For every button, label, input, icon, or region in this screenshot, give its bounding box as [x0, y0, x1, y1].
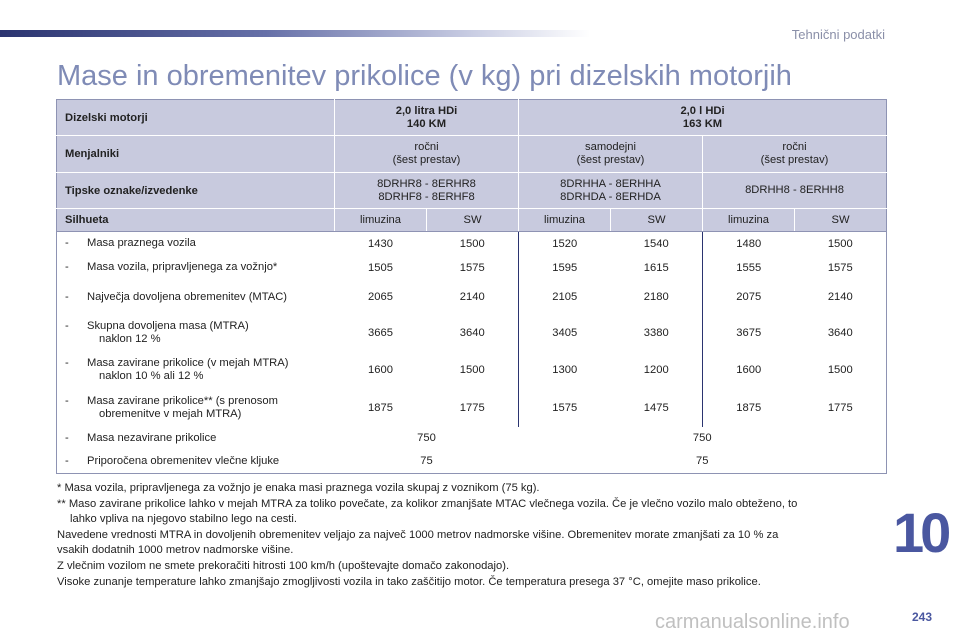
- silhouette-cell: SW: [611, 209, 703, 232]
- watermark: carmanualsonline.info: [655, 611, 850, 633]
- value-cell: 1505: [368, 261, 393, 274]
- value-cell: 1475: [643, 401, 669, 414]
- value-cell: 1575: [827, 261, 853, 274]
- type-2-line-2: 8DRHDA - 8ERHDA: [560, 190, 661, 203]
- value-cell: 3640: [459, 327, 485, 339]
- footnote: ** Maso zavirane prikolice lahko v mejah MTRA za toliko povečate, za kolikor zmanjšate MTAC vlečnega vozila. Če je vlečno vozilo malo obteženo, to: [57, 497, 798, 510]
- value-cell: 1430: [368, 237, 393, 250]
- type-2: [519, 173, 703, 209]
- table-row: [57, 315, 887, 352]
- gearbox-3-gears: (šest prestav): [760, 154, 829, 166]
- value-cell: 1500: [827, 364, 853, 376]
- value-cell: 1200: [643, 364, 669, 376]
- note-paragraph: Z vlečnim vozilom ne smete prekoračiti hitrosti 100 km/h (upoštevajte domačo zakonodajo).: [57, 559, 510, 572]
- engine-2-power: 163 KM: [682, 117, 723, 130]
- row-label-text: Masa zavirane prikolice** (s prenosom: [87, 394, 278, 407]
- value-cell: 1875: [368, 401, 393, 414]
- value-cell: 1775: [459, 401, 485, 414]
- dash: -: [65, 290, 69, 303]
- footnote: * Masa vozila, pripravljenega za vožnjo je enaka masi praznega vozila skupaj z voznikom (75 kg).: [57, 482, 540, 494]
- type-1-line-1: 8DRHR8 - 8ERHR8: [377, 177, 476, 190]
- type-1: [335, 173, 519, 209]
- gearbox-1: [335, 136, 519, 173]
- engine-2-name: 2,0 l HDi: [680, 104, 725, 117]
- row-label-text: Priporočena obremenitev vlečne kljuke: [87, 454, 280, 467]
- value-cell: 3665: [368, 327, 393, 339]
- dash: -: [65, 237, 69, 250]
- value-cell: 2065: [368, 291, 393, 303]
- gearbox-2-type: samodejni: [585, 141, 636, 153]
- page-number: 243: [912, 610, 933, 624]
- gearbox-label: Menjalniki: [57, 136, 335, 173]
- silhouette-row: [57, 209, 887, 232]
- row-label: [57, 256, 335, 280]
- row-label-text: naklon 12 %: [99, 333, 161, 345]
- engine-1-power: 140 KM: [406, 117, 447, 130]
- silhouette-label: Silhueta: [57, 209, 335, 232]
- type-3: 8DRHH8 - 8ERHH8: [703, 173, 887, 209]
- row-label: [57, 280, 335, 315]
- value-cell: 1500: [459, 364, 485, 376]
- value-cell: 2140: [459, 291, 485, 303]
- value-cell: 3380: [643, 327, 669, 339]
- engine-2: [519, 100, 887, 136]
- gearbox-3: [703, 136, 887, 173]
- footnote: lahko vpliva na njegovo stabilno lego na cesti.: [70, 513, 298, 526]
- value-cell: 1500: [459, 237, 485, 250]
- value-cell: 75: [420, 455, 433, 468]
- value-cell: 3405: [519, 315, 611, 352]
- row-label-text: Največja dovoljena obremenitev (MTAC): [87, 290, 288, 303]
- note-paragraph: Navedene vrednosti MTRA in dovoljenih obremenitev veljajo za največ 1000 metrov nadmorske višine. Obremenitev morate zmanjšati za 10 % za: [57, 528, 779, 541]
- section-title: Tehnični podatki: [791, 27, 885, 42]
- value-cell: 1480: [703, 232, 795, 256]
- type-1-line-2: 8DRHF8 - 8ERHF8: [378, 190, 475, 203]
- type-row: [57, 173, 887, 209]
- silhouette-cell: limuzina: [519, 209, 611, 232]
- note-paragraph: Visoke zunanje temperature lahko zmanjšajo zmogljivosti vozila in tako zaščitijo motor. Če temperatura presega 37 °C, omejite maso prikolice.: [57, 575, 761, 588]
- value-cell: 2180: [643, 291, 669, 303]
- engine-label: Dizelski motorji: [57, 100, 335, 136]
- mass-table: [56, 99, 887, 474]
- value-cell: 1595: [519, 256, 611, 280]
- silhouette-cell: limuzina: [335, 209, 427, 232]
- table-row: [57, 450, 887, 474]
- table-row: [57, 256, 887, 280]
- row-label-text: Masa praznega vozila: [87, 237, 196, 250]
- row-label-text: Masa vozila, pripravljenega za vožnjo*: [87, 261, 278, 273]
- value-cell: 1775: [827, 401, 853, 414]
- gearbox-1-gears: (šest prestav): [392, 154, 461, 166]
- header-decorative-bar: [0, 30, 590, 37]
- row-label-text: Skupna dovoljena masa (MTRA): [87, 320, 249, 332]
- value-cell: 750: [417, 432, 436, 444]
- engine-1: [335, 100, 519, 136]
- value-cell: 1540: [643, 237, 669, 250]
- dash: -: [65, 357, 69, 369]
- value-cell: 1600: [703, 352, 795, 389]
- page-title: Mase in obremenitev prikolice (v kg) pri dizelskih motorjih: [57, 60, 792, 92]
- gearbox-3-type: ročni: [782, 141, 807, 153]
- dash: -: [65, 320, 69, 332]
- value-cell: 2075: [703, 280, 795, 315]
- row-label: [57, 352, 335, 389]
- value-cell: 1615: [643, 261, 669, 274]
- value-cell: 1555: [703, 256, 795, 280]
- row-label-text: obremenitve v mejah MTRA): [99, 407, 242, 420]
- gearbox-2-gears: (šest prestav): [576, 154, 645, 166]
- row-label-text: Masa nezavirane prikolice: [87, 431, 217, 444]
- type-2-line-1: 8DRHHA - 8ERHHA: [560, 177, 661, 190]
- dash: -: [65, 394, 69, 407]
- row-label: [57, 315, 335, 352]
- chapter-number: 10: [893, 501, 948, 564]
- value-cell: 1600: [368, 364, 393, 376]
- dash: -: [65, 431, 69, 444]
- value-cell: 2140: [827, 291, 853, 303]
- silhouette-cell: SW: [795, 209, 887, 232]
- row-label: [57, 389, 335, 427]
- value-cell: 1575: [459, 261, 485, 274]
- row-label-text: Masa zavirane prikolice (v mejah MTRA): [87, 357, 289, 369]
- silhouette-cell: limuzina: [703, 209, 795, 232]
- row-label: [57, 427, 335, 450]
- note-paragraph: vsakih dodatnih 1000 metrov nadmorske višine.: [57, 544, 294, 557]
- gearbox-2: [519, 136, 703, 173]
- row-label: [57, 232, 335, 256]
- dash: -: [65, 261, 69, 273]
- table-row: [57, 232, 887, 256]
- engine-row: [57, 100, 887, 136]
- gearbox-row: [57, 136, 887, 173]
- value-cell: 1520: [519, 232, 611, 256]
- value-cell: 750: [692, 432, 712, 444]
- table-row: [57, 352, 887, 389]
- gearbox-1-type: ročni: [414, 141, 439, 153]
- footnotes: [57, 481, 887, 590]
- row-label-text: naklon 10 % ali 12 %: [99, 370, 204, 382]
- table-row: [57, 389, 887, 427]
- value-cell: 3675: [703, 315, 795, 352]
- row-label: [57, 450, 335, 474]
- engine-1-name: 2,0 litra HDi: [395, 104, 458, 117]
- value-cell: 1575: [519, 389, 611, 427]
- table-row: [57, 427, 887, 450]
- type-label: Tipske oznake/izvedenke: [57, 173, 335, 209]
- dash: -: [65, 454, 69, 467]
- table-row: [57, 280, 887, 315]
- value-cell: 3640: [827, 327, 853, 339]
- value-cell: 1875: [703, 389, 795, 427]
- silhouette-cell: SW: [427, 209, 519, 232]
- value-cell: 2105: [519, 280, 611, 315]
- value-cell: 1500: [827, 237, 853, 250]
- value-cell: 75: [696, 455, 709, 468]
- value-cell: 1300: [519, 352, 611, 389]
